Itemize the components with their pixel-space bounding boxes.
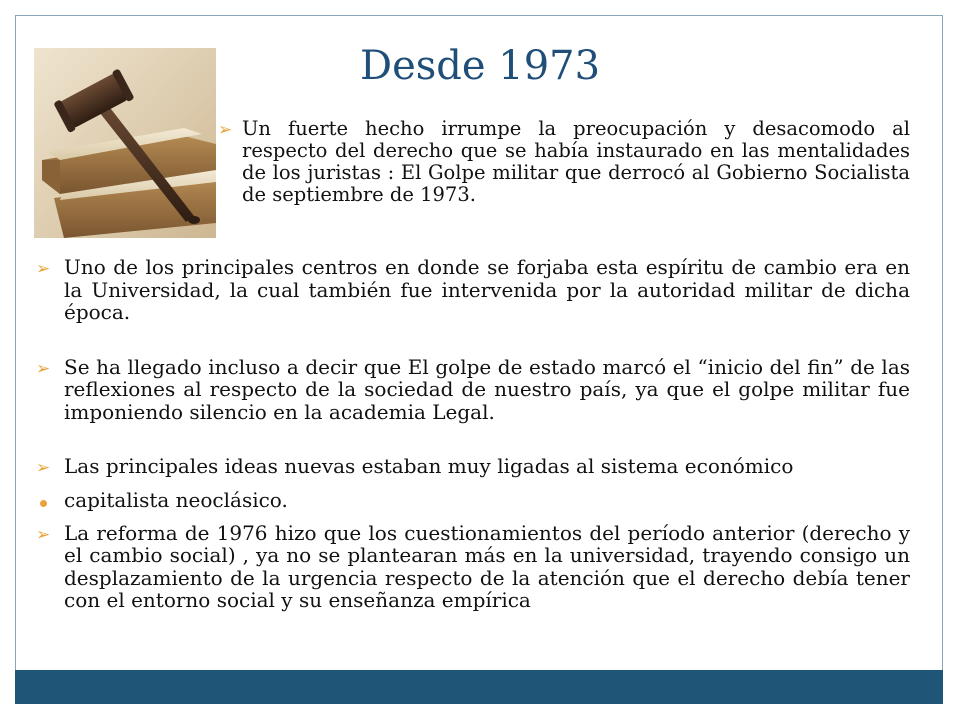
arrow-bullet-icon: ➢ bbox=[36, 458, 51, 478]
arrow-bullet-icon: ➢ bbox=[36, 524, 51, 545]
list-item-text: Se ha llegado incluso a decir que El golpe de estado marcó el “inicio del fin” de las reflexiones al respecto de la sociedad de nuestro país, ya que el golpe militar fue imponiendo silencio en la academia Legal. bbox=[64, 354, 910, 424]
list-item bbox=[36, 455, 910, 479]
list-item bbox=[36, 522, 910, 612]
intro-text: Un fuerte hecho irrumpe la preocupación y desacomodo al respecto del derecho que se había instaurado en las mentalidades de los juristas : El Golpe militar que derrocó al Gobierno Socialista de septiembre de 1973. bbox=[242, 117, 910, 206]
gavel-on-books-image bbox=[34, 48, 216, 238]
list-item-text: capitalista neoclásico. bbox=[64, 488, 288, 512]
intro-paragraph bbox=[218, 118, 910, 206]
list-item-text: Las principales ideas nuevas estaban muy ligadas al sistema económico bbox=[64, 454, 794, 478]
list-item bbox=[36, 356, 910, 424]
arrow-bullet-icon: ➢ bbox=[36, 259, 51, 279]
list-item bbox=[36, 256, 910, 324]
list-item bbox=[36, 489, 910, 512]
arrow-bullet-icon: ➢ bbox=[218, 120, 233, 140]
arrow-bullet-icon: ➢ bbox=[36, 358, 51, 379]
footer-bar bbox=[15, 670, 943, 704]
bullet-list bbox=[36, 256, 910, 612]
dot-bullet-icon bbox=[40, 500, 47, 507]
slide-title: Desde 1973 bbox=[360, 43, 601, 89]
list-item-text: Uno de los principales centros en donde se forjaba esta espíritu de cambio era en la Universidad, la cual también fue intervenida por la autoridad militar de dicha época. bbox=[64, 255, 910, 324]
list-item-text: La reforma de 1976 hizo que los cuestionamientos del período anterior (derecho y el cambio social) , ya no se plantearan más en la universidad, trayendo consigo un desplazamiento de la urgencia respecto de la atención que el derecho debía tener con el entorno social y su enseñanza empírica bbox=[64, 520, 910, 612]
